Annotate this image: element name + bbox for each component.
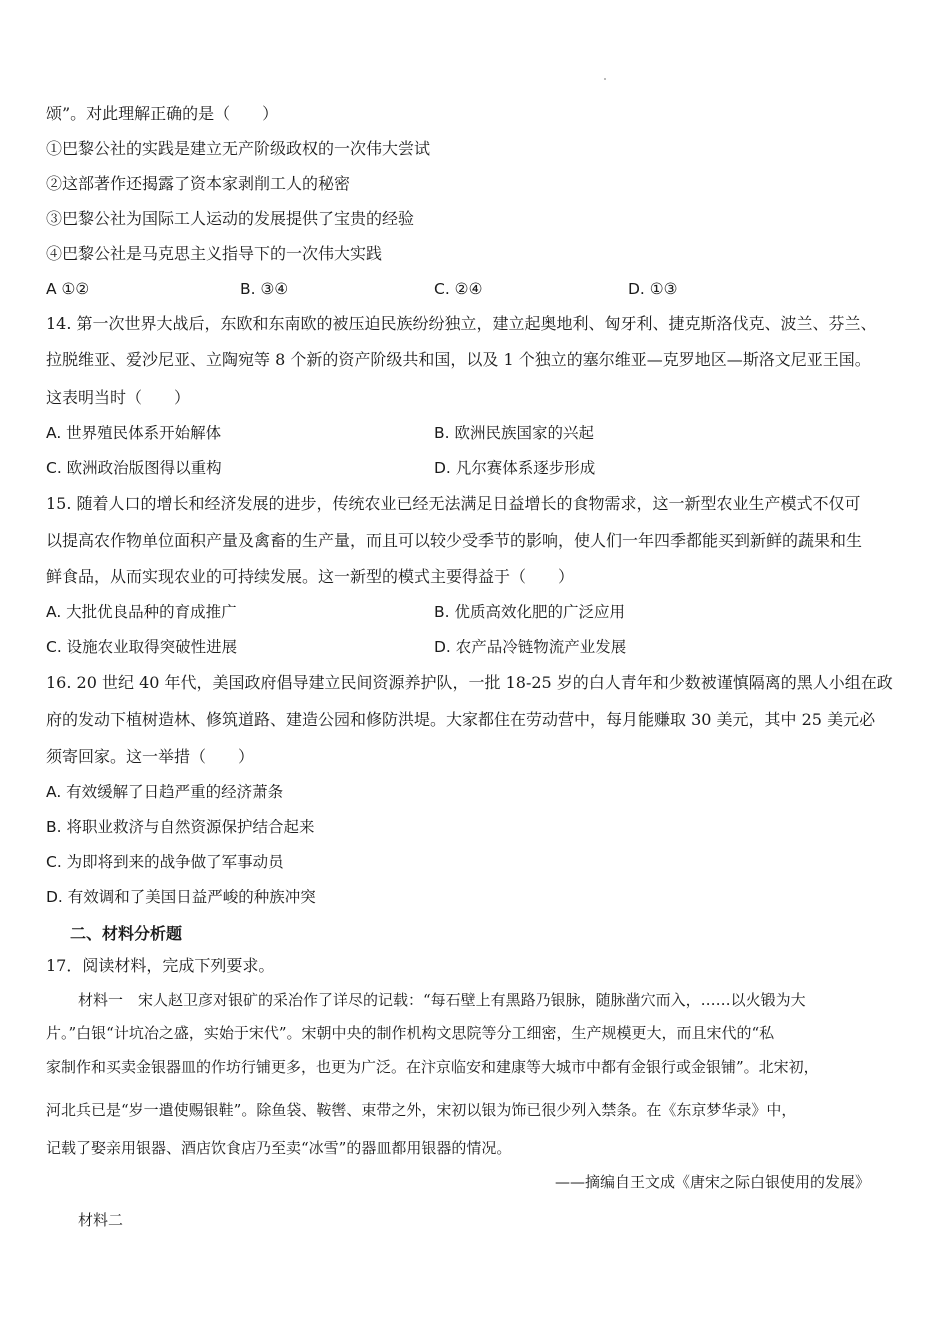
q15-line-3: 鲜食品，从而实现农业的可持续发展。这一新型的模式主要得益于（ ）	[46, 567, 575, 586]
section-heading: 二、材料分析题	[70, 924, 183, 943]
q14-line-2: 拉脱维亚、爱沙尼亚、立陶宛等 8 个新的资产阶级共和国，以及 1 个独立的塞尔维亚—克罗地区—斯洛文尼亚王国。	[46, 350, 871, 369]
q16-line-3: 须寄回家。这一举措（ ）	[46, 747, 255, 766]
q15-line-2: 以提高农作物单位面积产量及禽畜的生产量，而且可以较少受季节的影响，使人们一年四季都能买到新鲜的蔬果和生	[46, 531, 863, 550]
material1-line-1: 材料一 宋人赵卫彦对银矿的采冶作了详尽的记载：“每石壁上有黑路乃银脉，随脉凿穴而入，……以火锻为大	[78, 991, 806, 1009]
q14-option-d: D. 凡尔赛体系逐步形成	[434, 459, 596, 477]
q16-option-d: D. 有效调和了美国日益严峻的种族冲突	[46, 888, 316, 906]
material1-source: ——摘编自王文成《唐宋之际白银使用的发展》	[555, 1173, 871, 1191]
q13-option-c: C. ②④	[434, 280, 483, 298]
q13-item-2: ②这部著作还揭露了资本家剥削工人的秘密	[46, 174, 351, 193]
q13-stem-tail: 颂”。对此理解正确的是（ ）	[46, 104, 279, 123]
q14-option-a: A. 世界殖民体系开始解体	[46, 424, 222, 442]
q15-option-b: B. 优质高效化肥的广泛应用	[434, 603, 625, 621]
material1-line-4: 河北兵已是“岁一遣使赐银鞋”。除鱼袋、鞍辔、束带之外，宋初以银为饰已很少列入禁条。在《东京梦华录》中，	[46, 1101, 797, 1119]
scan-dot	[604, 78, 606, 80]
q16-line-2: 府的发动下植树造林、修筑道路、建造公园和修防洪堤。大家都住在劳动营中，每月能赚取 30 美元，其中 25 美元必	[46, 710, 876, 729]
q15-option-a: A. 大批优良品种的育成推广	[46, 603, 237, 621]
material1-line-5: 记载了娶亲用银器、酒店饮食店乃至卖“冰雪”的器皿都用银器的情况。	[46, 1139, 512, 1157]
q13-option-a: A ①②	[46, 280, 90, 298]
q13-option-d: D. ①③	[628, 280, 678, 298]
q15-option-c: C. 设施农业取得突破性进展	[46, 638, 238, 656]
q13-item-3: ③巴黎公社为国际工人运动的发展提供了宝贵的经验	[46, 209, 415, 228]
q17-stem: 17．阅读材料，完成下列要求。	[46, 956, 275, 975]
material2-label: 材料二	[78, 1211, 124, 1229]
q14-option-b: B. 欧洲民族国家的兴起	[434, 424, 594, 442]
q13-item-1: ①巴黎公社的实践是建立无产阶级政权的一次伟大尝试	[46, 139, 431, 158]
q13-item-4: ④巴黎公社是马克思主义指导下的一次伟大实践	[46, 244, 383, 263]
q16-option-a: A. 有效缓解了日趋严重的经济萧条	[46, 783, 284, 801]
q15-option-d: D. 农产品冷链物流产业发展	[434, 638, 627, 656]
q16-line-1: 16. 20 世纪 40 年代，美国政府倡导建立民间资源养护队，一批 18-25 岁的白人青年和少数被谨慎隔离的黑人小组在政	[46, 673, 893, 692]
q16-option-b: B. 将职业救济与自然资源保护结合起来	[46, 818, 315, 836]
q14-line-1: 14. 第一次世界大战后，东欧和东南欧的被压迫民族纷纷独立，建立起奥地利、匈牙利、捷克斯洛伐克、波兰、芬兰、	[46, 314, 877, 333]
material1-line-2: 片。”白银“计坑冶之盛，实始于宋代”。宋朝中央的制作机构文思院等分工细密，生产规模更大，而且宋代的“私	[46, 1024, 775, 1042]
material1-line-3: 家制作和买卖金银器皿的作坊行铺更多，也更为广泛。在汴京临安和建康等大城市中都有金银行或金银铺”。北宋初，	[46, 1058, 819, 1076]
q13-option-b: B. ③④	[240, 280, 289, 298]
q14-option-c: C. 欧洲政治版图得以重构	[46, 459, 222, 477]
q14-line-3: 这表明当时（ ）	[46, 388, 191, 407]
q15-line-1: 15. 随着人口的增长和经济发展的进步，传统农业已经无法满足日益增长的食物需求，这一新型农业生产模式不仅可	[46, 494, 861, 513]
q16-option-c: C. 为即将到来的战争做了军事动员	[46, 853, 284, 871]
